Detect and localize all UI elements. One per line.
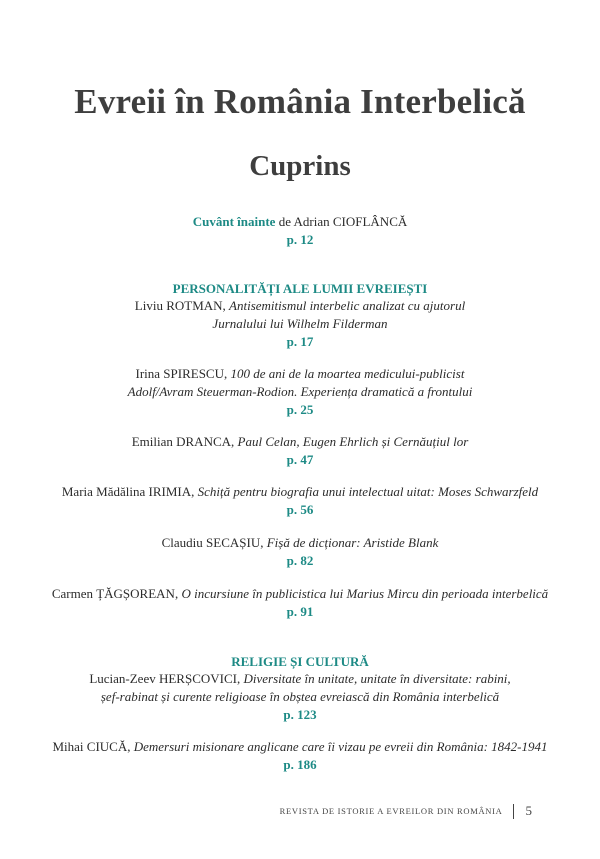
entry-title: O incursiune în publicistica lui Marius Mircu din perioada interbelică [181,586,549,601]
entry-author: Carmen ȚĂGȘOREAN, [51,586,179,601]
entry-title: 100 de ani de la moartea medicului-publicist [230,366,465,381]
entry-title: Antisemitismul interbelic analizat cu ajutorul [229,298,466,313]
foreword-author: Adrian CIOFLÂNCĂ [293,214,408,229]
entry-author: Maria Mădălina IRIMIA, [61,484,195,499]
page-ref: p. 25 [286,402,314,417]
entry-title-continued: șef-rabinat și curente religioase în obștea evreiască din România interbelică [100,689,500,704]
entry-title: Fișă de dicționar: Aristide Blank [266,535,439,550]
entry-title: Schiță pentru biografia unui intelectual uitat: Moses Schwarzfeld [197,484,539,499]
entry-title: Paul Celan, Eugen Ehrlich și Cernăuțiul lor [237,434,469,449]
entry-title-continued: Adolf/Avram Steuerman-Rodion. Experiența dramatică a frontului [127,384,473,399]
journal-name: REVISTA DE ISTORIE A EVREILOR DIN ROMÂNIA [279,806,503,816]
toc-entry [20,738,580,774]
page-number: 5 [525,803,532,818]
book-title: Evreii în România Interbelică [74,82,526,121]
foreword-label: Cuvânt înainte [192,214,276,229]
entry-author: Lucian-Zeev HERȘCOVICI, [89,671,241,686]
page-ref: p. 47 [286,452,314,467]
entry-author: Mihai CIUCĂ, [52,739,131,754]
toc-entry [20,483,580,519]
contents-heading: Cuprins [249,150,351,182]
page-ref: p. 123 [283,707,317,722]
page-ref: p. 17 [286,334,314,349]
toc-entry [20,433,580,469]
entry-author: Emilian DRANCA, [131,434,235,449]
toc-entry [20,585,580,621]
foreword-connector: de [278,214,291,229]
toc-entry [20,365,580,419]
entry-title: Demersuri misionare anglicane care îi vizau pe evreii din România: 1842-1941 [133,739,548,754]
entry-author: Claudiu SECAȘIU, [161,535,264,550]
entry-author: Irina SPIRESCU, [135,366,228,381]
page-ref: p. 56 [286,502,314,517]
section-heading-personalitati: PERSONALITĂȚI ALE LUMII EVREIEȘTI [172,281,428,296]
page-footer [280,803,532,819]
page-ref: p. 186 [283,757,317,772]
page-ref: p. 82 [286,553,314,568]
toc-entry [20,670,580,724]
footer-divider [513,804,514,819]
entry-author: Liviu ROTMAN, [134,298,226,313]
page-ref: p. 12 [286,232,314,247]
toc-entry [20,534,580,570]
page-ref: p. 91 [286,604,314,619]
toc-entry [20,297,580,351]
entry-title: Diversitate în unitate, unitate în diversitate: rabini, [243,671,511,686]
entry-title-continued: Jurnalului lui Wilhelm Filderman [212,316,388,331]
toc-entry-foreword [20,213,580,249]
section-heading-religie: RELIGIE ȘI CULTURĂ [231,654,369,669]
